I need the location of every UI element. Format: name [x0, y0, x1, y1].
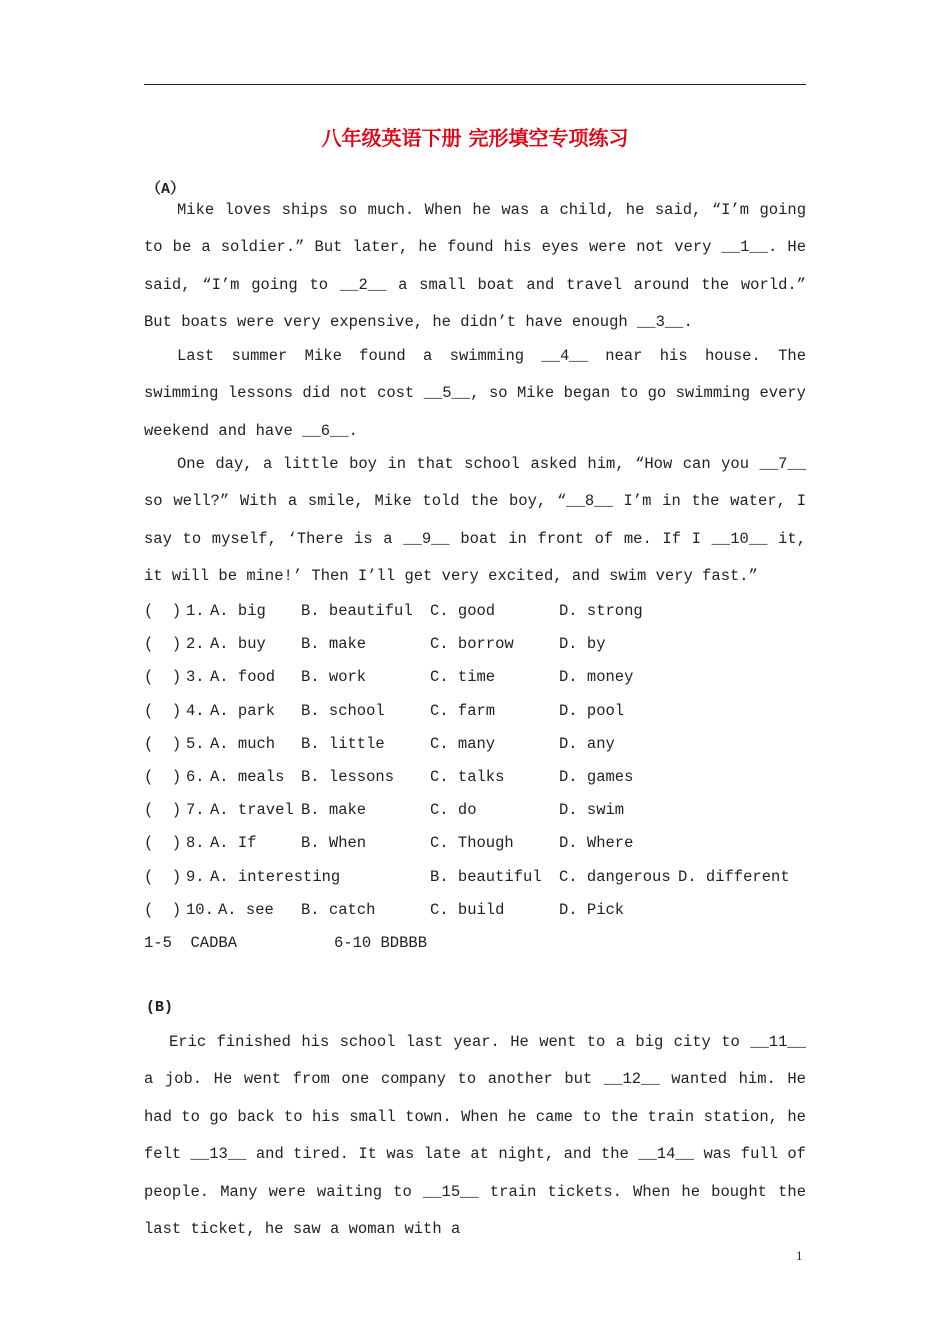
option-d: D. money — [559, 668, 634, 687]
question-row — [144, 765, 844, 789]
section-a-paragraph-2 — [144, 338, 806, 450]
option-b: B. make — [301, 635, 367, 654]
option-d: D. games — [559, 768, 634, 786]
paragraph-text: One day, a little boy in that school asked him, “How can you __7__ so well?” With a smile, Mike told the boy, “__8__ I’m in the water, I say to myself, ‘There is a __9__ boat in front of me. If I __10__ it, it will be mine!’ Then I’ll get very excited, and swim very fast.” — [144, 455, 806, 586]
question-number: 6. — [186, 768, 205, 786]
option-c: C. borrow — [430, 635, 514, 654]
option-b: B. make — [301, 801, 367, 820]
question-number: 9. — [186, 867, 205, 886]
answer-bracket[interactable]: ( ) — [144, 602, 182, 620]
section-a-paragraph-3 — [144, 446, 806, 596]
answer-bracket[interactable]: ( ) — [144, 768, 182, 786]
option-d: D. strong — [559, 602, 643, 620]
option-b: B. When — [301, 834, 367, 853]
option-c: C. time — [430, 668, 496, 687]
question-row — [144, 699, 844, 723]
option-c: C. build — [430, 900, 505, 919]
answer-bracket[interactable]: ( ) — [144, 668, 182, 687]
answer-bracket[interactable]: ( ) — [144, 701, 182, 720]
option-a: A. interesting — [210, 867, 341, 886]
option-d: D. different — [678, 867, 790, 886]
question-number: 2. — [186, 635, 205, 654]
option-a: A. travel — [210, 801, 294, 820]
option-a: A. food — [210, 668, 276, 687]
section-a-label: （A） — [146, 181, 186, 198]
option-d: D. Where — [559, 834, 634, 853]
option-d: D. Pick — [559, 900, 625, 919]
question-number: 4. — [186, 701, 205, 720]
question-row — [144, 599, 844, 623]
question-number: 10. — [186, 900, 214, 919]
question-row — [144, 732, 844, 756]
section-b-label: (B) — [146, 999, 174, 1016]
answer-key — [144, 931, 744, 955]
answer-bracket[interactable]: ( ) — [144, 734, 182, 753]
option-a: A. big — [210, 602, 266, 620]
question-row — [144, 632, 844, 656]
section-b-paragraph — [144, 1024, 806, 1248]
option-c: C. good — [430, 602, 496, 620]
option-b: B. school — [301, 701, 385, 720]
option-a: A. park — [210, 701, 276, 720]
option-c: C. dangerous — [559, 867, 671, 886]
option-b: B. little — [301, 734, 385, 753]
question-row — [144, 898, 844, 922]
question-number: 8. — [186, 834, 205, 853]
option-b: B. beautiful — [430, 867, 542, 886]
answer-bracket[interactable]: ( ) — [144, 801, 182, 820]
option-b: B. work — [301, 668, 367, 687]
option-b: B. catch — [301, 900, 376, 919]
header-rule — [144, 84, 806, 85]
paragraph-text: Eric finished his school last year. He went to a big city to __11__ a job. He went from one company to another but __12__ wanted him. He had to go back to his small town. When he came to the train station, he felt __13__ and tired. It was late at night, and the __14__ was full of people. Many were waiting to __15__ train tickets. When he bought the last ticket, he saw a woman with a — [144, 1033, 806, 1239]
option-b: B. beautiful — [301, 602, 413, 620]
answer-bracket[interactable]: ( ) — [144, 867, 182, 886]
question-number: 3. — [186, 668, 205, 687]
question-row — [144, 865, 844, 889]
option-a: A. If — [210, 834, 257, 853]
option-c: C. talks — [430, 768, 505, 786]
option-d: D. any — [559, 734, 615, 753]
option-a: A. meals — [210, 768, 285, 786]
option-d: D. by — [559, 635, 606, 654]
answer-key-6-10: 6-10 BDBBB — [334, 934, 428, 952]
question-number: 1. — [186, 602, 205, 620]
option-b: B. lessons — [301, 768, 395, 786]
option-a: A. buy — [210, 635, 266, 654]
question-row — [144, 798, 844, 822]
page-title: 八年级英语下册 完形填空专项练习 — [321, 126, 629, 150]
option-d: D. pool — [559, 701, 625, 720]
answer-bracket[interactable]: ( ) — [144, 900, 182, 919]
option-a: A. much — [210, 734, 276, 753]
question-number: 7. — [186, 801, 205, 820]
option-c: C. do — [430, 801, 477, 820]
answer-bracket[interactable]: ( ) — [144, 834, 182, 853]
option-c: C. Though — [430, 834, 514, 853]
option-a: A. see — [218, 900, 274, 919]
page-number: 1 — [796, 1248, 803, 1263]
section-a-paragraph-1 — [144, 192, 806, 342]
option-c: C. many — [430, 734, 496, 753]
option-d: D. swim — [559, 801, 625, 820]
answer-key-1-5: 1-5 CADBA — [144, 934, 238, 952]
question-row — [144, 665, 844, 689]
question-row — [144, 831, 844, 855]
option-c: C. farm — [430, 701, 496, 720]
paragraph-text: Mike loves ships so much. When he was a child, he said, “I’m going to be a soldier.” But later, he found his eyes were not very __1__. He said, “I’m going to __2__ a small boat and travel around the world.” But boats were very expensive, he didn’t have enough __3__. — [144, 201, 806, 332]
paragraph-text: Last summer Mike found a swimming __4__ near his house. The swimming lessons did not cost __5__, so Mike began to go swimming every weekend and have __6__. — [144, 347, 806, 440]
answer-bracket[interactable]: ( ) — [144, 635, 182, 654]
question-number: 5. — [186, 734, 205, 753]
